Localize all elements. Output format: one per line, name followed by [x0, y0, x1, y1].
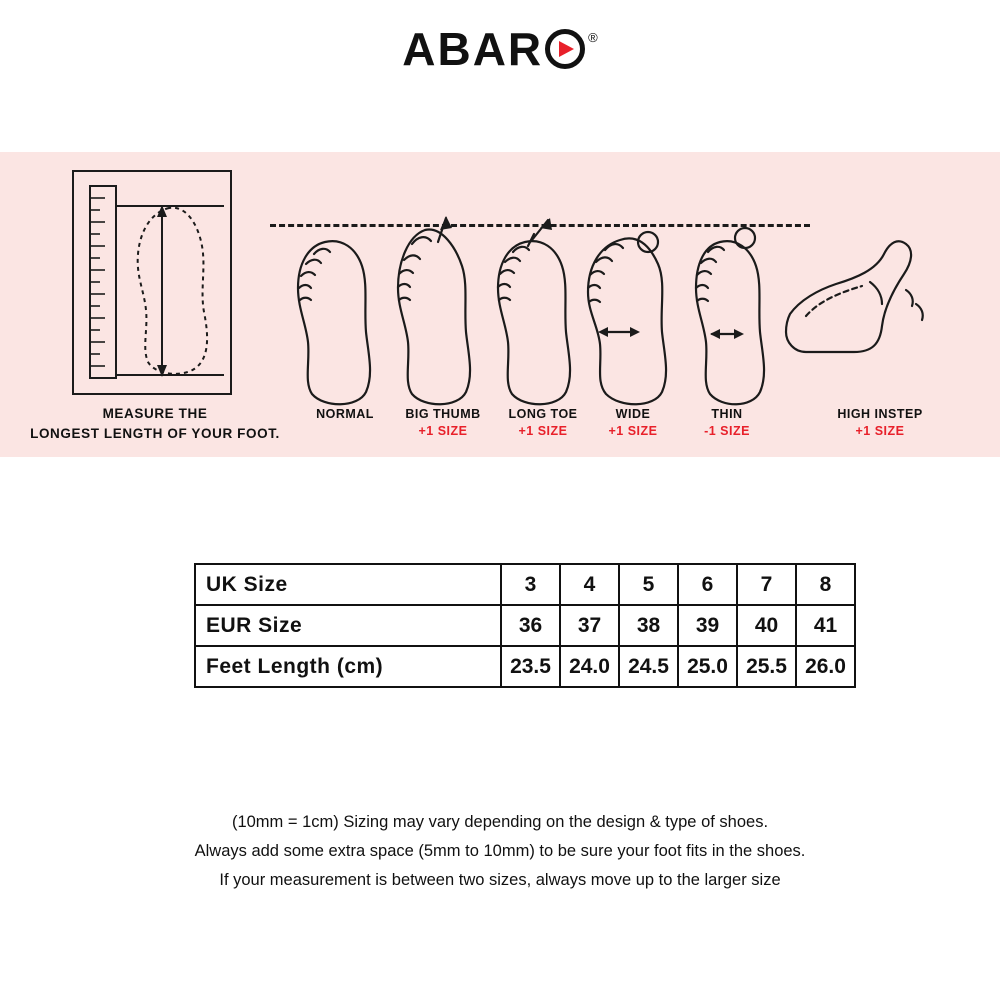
foot-big-thumb-icon [398, 216, 470, 404]
foot-long-toe-icon [498, 218, 570, 404]
registered-trademark-icon: ® [588, 30, 598, 45]
cell-feet-length-6: 26.0 [796, 646, 855, 687]
measure-instruction-line1: MEASURE THE [102, 406, 208, 421]
sizing-notes [0, 808, 1000, 895]
foot-thin-icon [696, 228, 764, 404]
measure-diagram-box [72, 170, 232, 395]
cell-eur-size-5: 40 [737, 605, 796, 646]
row-header-uk-size: UK Size [195, 564, 501, 605]
cell-eur-size-6: 41 [796, 605, 855, 646]
foot-label-normal: NORMAL [316, 407, 374, 421]
cell-eur-size-2: 37 [560, 605, 619, 646]
foot-type-labels [270, 407, 950, 467]
brand-name-text: ABAR [402, 23, 544, 75]
measure-instruction-line2: LONGEST LENGTH OF YOUR FOOT. [30, 425, 280, 441]
row-header-eur-size: EUR Size [195, 605, 501, 646]
foot-label-thin: THIN -1 SIZE [704, 407, 750, 438]
table-row [195, 605, 855, 646]
foot-wide-icon [588, 232, 666, 404]
cell-uk-size-3: 5 [619, 564, 678, 605]
size-chart-table [194, 563, 856, 688]
cell-uk-size-1: 3 [501, 564, 560, 605]
cell-feet-length-3: 24.5 [619, 646, 678, 687]
brand-logo [0, 22, 1000, 76]
cell-uk-size-4: 6 [678, 564, 737, 605]
sizing-note-line2: Always add some extra space (5mm to 10mm) to be sure your foot fits in the shoes. [194, 841, 806, 860]
cell-feet-length-1: 23.5 [501, 646, 560, 687]
brand-play-icon [545, 29, 585, 69]
foot-types-illustration [270, 212, 950, 412]
cell-uk-size-2: 4 [560, 564, 619, 605]
cell-uk-size-6: 8 [796, 564, 855, 605]
table-row [195, 564, 855, 605]
foot-label-long-toe: LONG TOE +1 SIZE [508, 407, 578, 438]
measure-foot-diagram-icon [74, 172, 230, 393]
cell-eur-size-4: 39 [678, 605, 737, 646]
cell-feet-length-4: 25.0 [678, 646, 737, 687]
cell-eur-size-1: 36 [501, 605, 560, 646]
row-header-feet-length: Feet Length (cm) [195, 646, 501, 687]
foot-label-big-thumb: BIG THUMB +1 SIZE [405, 407, 481, 438]
size-chart-table-wrapper [194, 563, 854, 688]
foot-label-wide: WIDE +1 SIZE [608, 407, 658, 438]
table-row [195, 646, 855, 687]
foot-normal-icon [298, 241, 370, 404]
cell-feet-length-2: 24.0 [560, 646, 619, 687]
cell-eur-size-3: 38 [619, 605, 678, 646]
foot-label-high-instep: HIGH INSTEP +1 SIZE [837, 407, 923, 438]
cell-uk-size-5: 7 [737, 564, 796, 605]
foot-illustration-band [0, 152, 1000, 457]
sizing-note-line1: (10mm = 1cm) Sizing may vary depending on the design & type of shoes. [231, 813, 769, 831]
sizing-note-line3: If your measurement is between two sizes, always move up to the larger size [219, 870, 781, 889]
cell-feet-length-5: 25.5 [737, 646, 796, 687]
foot-high-instep-icon [786, 241, 923, 352]
measure-instruction [10, 404, 300, 443]
